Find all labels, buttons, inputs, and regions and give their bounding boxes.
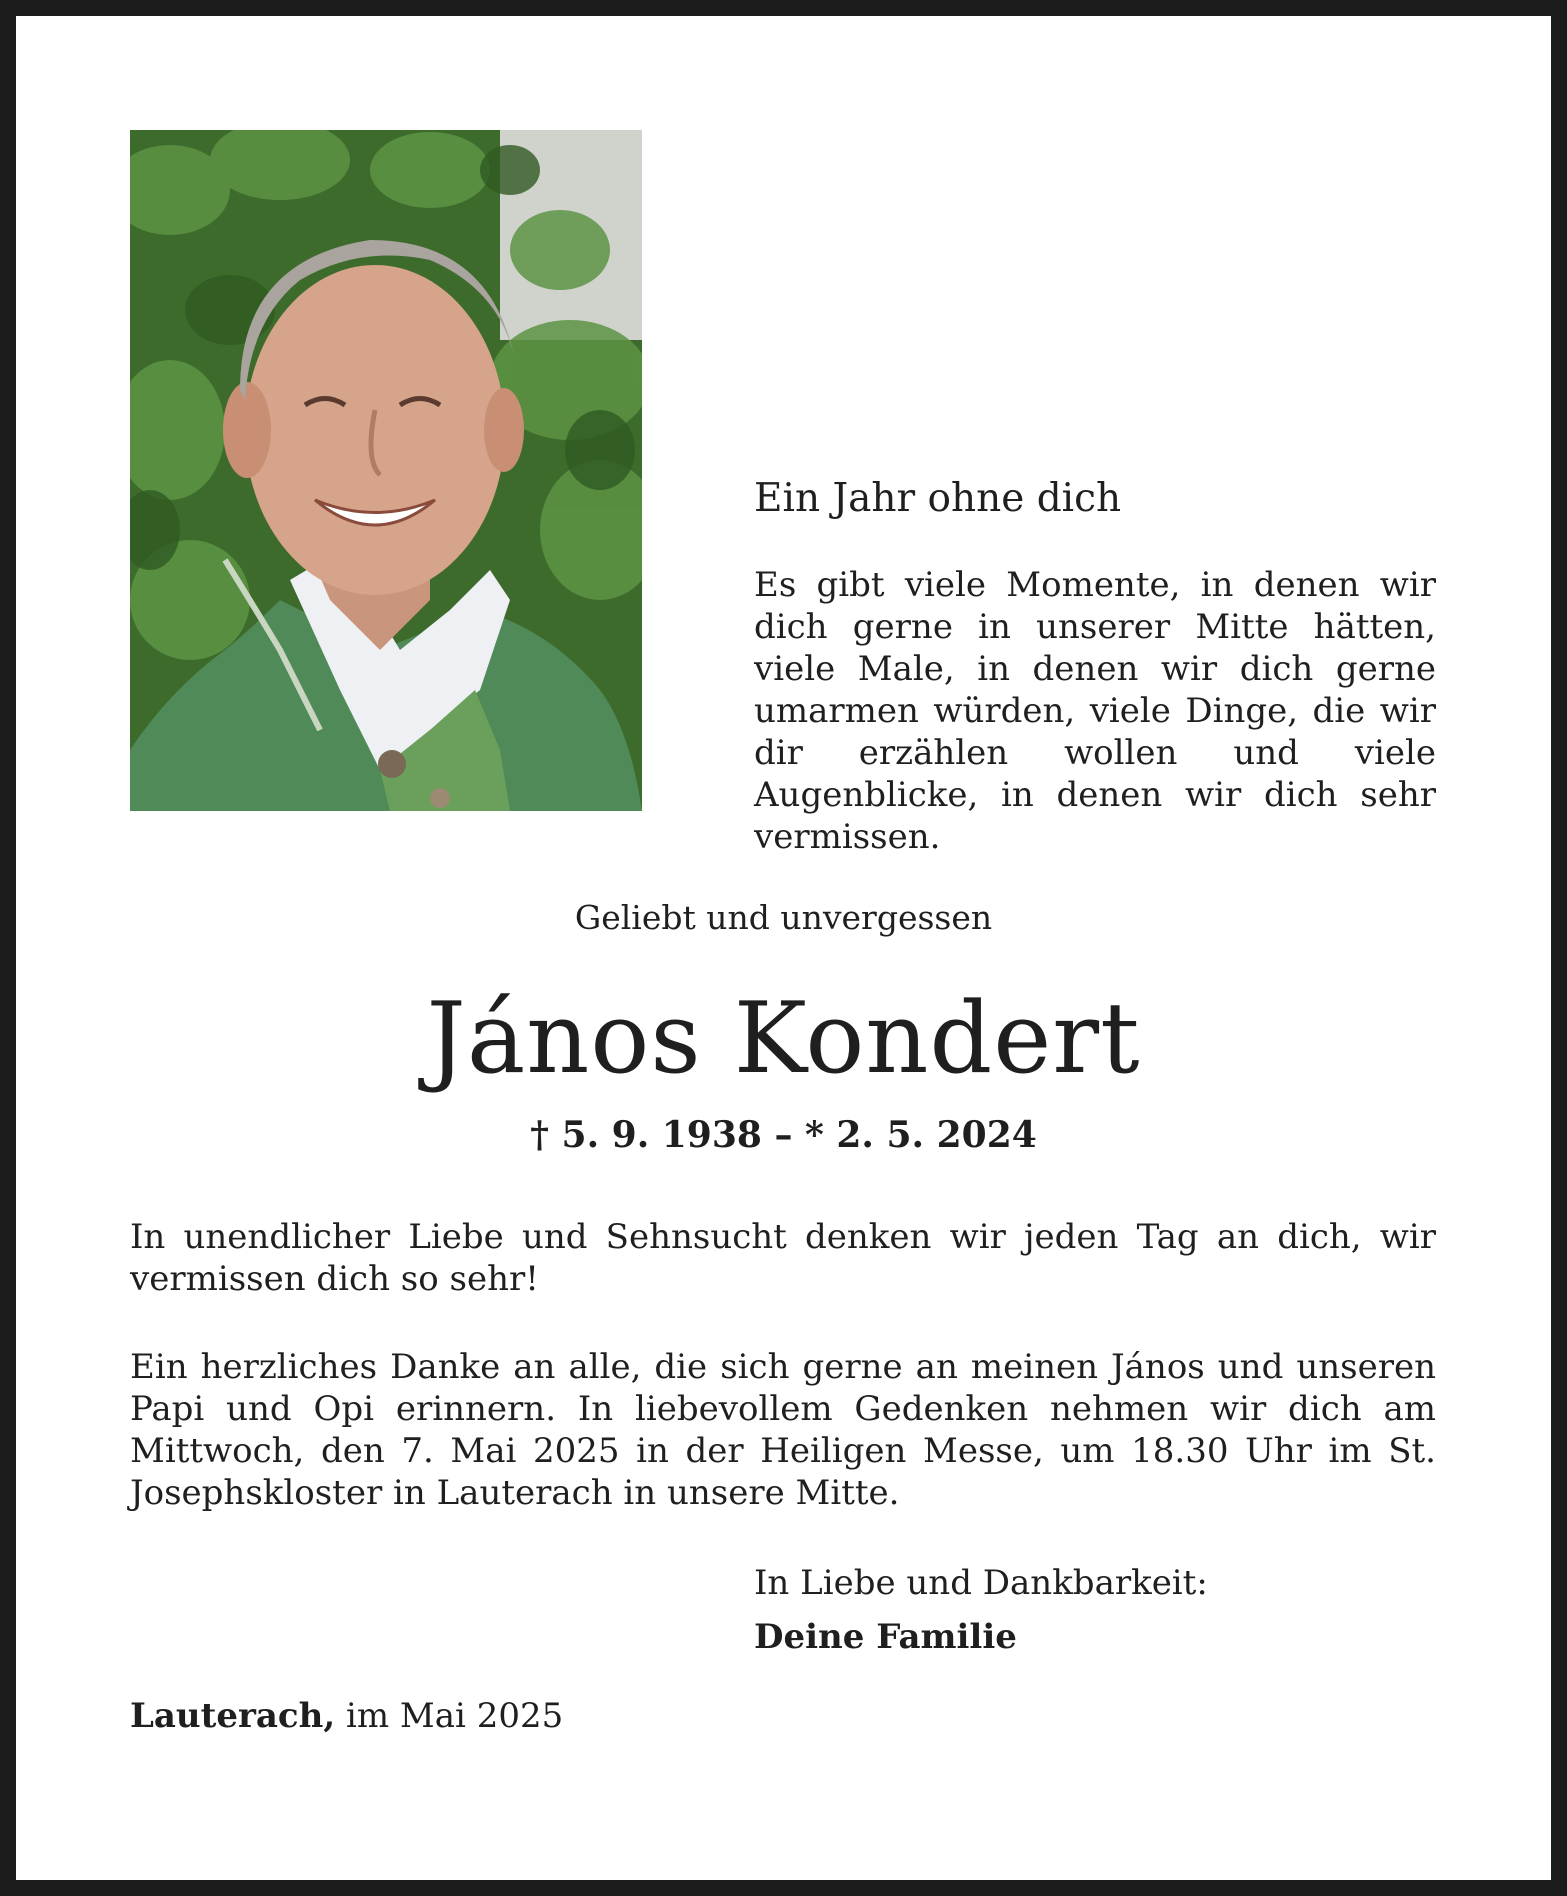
place-and-date	[130, 1694, 563, 1738]
poem-body: Es gibt viele Momente, in denen wir dich gerne in unserer Mitte hätten, viele Male, in denen wir dich gerne umarmen würden, viele Dinge, die wir dir erzählen wollen und viele Augenblicke, in denen wir dich sehr vermissen.	[754, 565, 1436, 857]
place-city: Lauterach,	[130, 1696, 336, 1736]
paragraph-remembrance: In unendlicher Liebe und Sehnsucht denken wir jeden Tag an dich, wir vermissen dich so sehr!	[130, 1217, 1436, 1299]
place-date: im Mai 2025	[335, 1696, 564, 1736]
closing-block	[754, 1556, 1208, 1664]
poem-block	[754, 474, 1436, 858]
tagline: Geliebt und unvergessen	[574, 898, 993, 937]
deceased-name: János Kondert	[426, 982, 1141, 1096]
paragraph-mass-announcement: Ein herzliches Danke an alle, die sich gerne an meinen János und unseren Papi und Opi erinnern. In liebevollem Gedenken nehmen wir dich am Mittwoch, den 7. Mai 2025 in der Heiligen Messe, um 18.30 Uhr im St. Josephskloster in Lauterach in unsere Mitte.	[130, 1347, 1436, 1513]
life-dates: † 5. 9. 1938 – * 2. 5. 2024	[530, 1114, 1037, 1156]
portrait-illustration	[130, 130, 642, 811]
closing-line: In Liebe und Dankbarkeit:	[754, 1563, 1208, 1603]
poem-title: Ein Jahr ohne dich	[754, 476, 1122, 521]
obituary-notice	[16, 16, 1551, 1880]
signature: Deine Familie	[754, 1617, 1017, 1657]
portrait-photo	[130, 130, 642, 811]
